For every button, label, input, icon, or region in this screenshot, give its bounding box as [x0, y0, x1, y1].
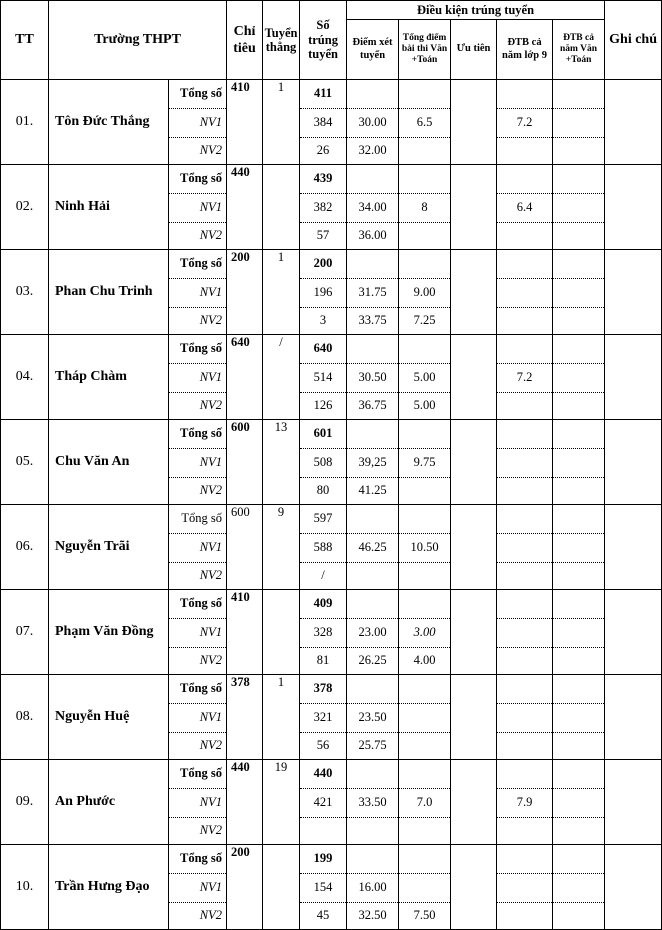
admission-score-nv1: 23.00: [347, 619, 399, 648]
priority-value: [451, 760, 497, 845]
table-body: [1, 80, 662, 930]
avg-lit-math-nv1: [553, 109, 605, 138]
admission-score-nv2: 41.25: [347, 478, 399, 505]
admission-score-nv1: 34.00: [347, 194, 399, 223]
avg-grade9-nv1: [497, 449, 553, 478]
school-number: 01.: [1, 80, 49, 165]
row-label-total: Tổng số: [169, 675, 227, 704]
row-label-total: Tổng số: [169, 335, 227, 364]
quota-value: 600: [227, 505, 263, 590]
exam-total-row: [399, 80, 451, 109]
row-label-total: Tổng số: [169, 165, 227, 194]
note-value: [605, 80, 662, 165]
admission-score-nv2: 33.75: [347, 308, 399, 335]
table-row: [1, 505, 662, 534]
exam-total-nv1: 8: [399, 194, 451, 223]
avg-grade9-row: [497, 80, 553, 109]
admission-score-nv2: 32.50: [347, 903, 399, 930]
header-avg-grade9: ĐTB cả năm lớp 9: [497, 20, 553, 80]
row-label-nv1: NV1: [169, 619, 227, 648]
table-row: [1, 80, 662, 109]
admission-score-nv1: 23.50: [347, 704, 399, 733]
avg-grade9-nv1: 6.4: [497, 194, 553, 223]
avg-lit-math-nv1: [553, 364, 605, 393]
school-number: 09.: [1, 760, 49, 845]
school-number: 05.: [1, 420, 49, 505]
row-label-nv1: NV1: [169, 364, 227, 393]
avg-grade9-nv2: [497, 478, 553, 505]
avg-lit-math-nv2: [553, 393, 605, 420]
admitted-total: 439: [300, 165, 347, 194]
admitted-total: 411: [300, 80, 347, 109]
exam-total-nv2: [399, 733, 451, 760]
admitted-nv1: 321: [300, 704, 347, 733]
exam-total-nv2: 7.25: [399, 308, 451, 335]
header-priority: Ưu tiên: [451, 20, 497, 80]
row-label-nv1: NV1: [169, 874, 227, 903]
school-name: Phạm Văn Đồng: [49, 590, 169, 675]
exam-total-nv1: [399, 874, 451, 903]
admitted-total: 601: [300, 420, 347, 449]
header-row-1: [1, 1, 662, 20]
header-direct: Tuyển thẳng: [263, 1, 300, 80]
admitted-nv1: 514: [300, 364, 347, 393]
admitted-nv2: 126: [300, 393, 347, 420]
header-admitted: Số trúng tuyển: [300, 1, 347, 80]
direct-admission-value: 1: [263, 80, 300, 165]
priority-value: [451, 845, 497, 930]
exam-total-nv1: 5.00: [399, 364, 451, 393]
avg-lit-math-nv1: [553, 279, 605, 308]
quota-value: 200: [227, 250, 263, 335]
header-tt: TT: [1, 1, 49, 80]
priority-value: [451, 165, 497, 250]
school-name: Ninh Hải: [49, 165, 169, 250]
admitted-nv1: 328: [300, 619, 347, 648]
admitted-total: 409: [300, 590, 347, 619]
avg-grade9-nv2: [497, 818, 553, 845]
row-label-nv2: NV2: [169, 223, 227, 250]
exam-total-row: [399, 165, 451, 194]
avg-lit-math-nv2: [553, 563, 605, 590]
note-value: [605, 760, 662, 845]
table-row: [1, 250, 662, 279]
exam-total-nv1: [399, 704, 451, 733]
school-name: Tháp Chàm: [49, 335, 169, 420]
quota-value: 200: [227, 845, 263, 930]
note-value: [605, 420, 662, 505]
admission-score-nv1: 33.50: [347, 789, 399, 818]
admitted-nv1: 588: [300, 534, 347, 563]
exam-total-nv1: 9.75: [399, 449, 451, 478]
avg-grade9-nv1: 7.2: [497, 109, 553, 138]
avg-grade9-nv2: [497, 138, 553, 165]
header-exam-total: Tổng điểm bài thi Văn +Toán: [399, 20, 451, 80]
admission-score-nv1: 39,25: [347, 449, 399, 478]
row-label-nv2: NV2: [169, 563, 227, 590]
admission-score-nv1: 31.75: [347, 279, 399, 308]
direct-admission-value: 9: [263, 505, 300, 590]
admitted-nv1: 384: [300, 109, 347, 138]
row-label-nv2: NV2: [169, 308, 227, 335]
school-name: Chu Văn An: [49, 420, 169, 505]
avg-grade9-row: [497, 420, 553, 449]
exam-total-nv2: [399, 138, 451, 165]
priority-value: [451, 335, 497, 420]
avg-lit-math-nv1: [553, 194, 605, 223]
school-number: 03.: [1, 250, 49, 335]
priority-value: [451, 420, 497, 505]
admitted-nv2: 56: [300, 733, 347, 760]
note-value: [605, 590, 662, 675]
exam-total-nv2: 7.50: [399, 903, 451, 930]
row-label-nv1: NV1: [169, 279, 227, 308]
row-label-total: Tổng số: [169, 505, 227, 534]
avg-lit-math-nv1: [553, 789, 605, 818]
school-name: Nguyễn Huệ: [49, 675, 169, 760]
avg-lit-math-row: [553, 420, 605, 449]
avg-lit-math-row: [553, 165, 605, 194]
avg-grade9-nv2: [497, 308, 553, 335]
avg-lit-math-row: [553, 760, 605, 789]
admission-score-total: [347, 420, 399, 449]
avg-lit-math-nv2: [553, 478, 605, 505]
header-admission-score: Điểm xét tuyển: [347, 20, 399, 80]
exam-total-nv2: [399, 223, 451, 250]
avg-grade9-nv1: [497, 619, 553, 648]
admitted-nv2: 3: [300, 308, 347, 335]
admitted-nv1: 196: [300, 279, 347, 308]
school-name: Phan Chu Trinh: [49, 250, 169, 335]
table-row: [1, 845, 662, 874]
avg-lit-math-row: [553, 250, 605, 279]
admission-score-total: [347, 505, 399, 534]
admitted-total: 378: [300, 675, 347, 704]
admitted-nv1: 382: [300, 194, 347, 223]
note-value: [605, 845, 662, 930]
school-number: 04.: [1, 335, 49, 420]
admitted-nv1: 508: [300, 449, 347, 478]
priority-value: [451, 675, 497, 760]
admission-score-nv2: 36.75: [347, 393, 399, 420]
quota-value: 440: [227, 165, 263, 250]
note-value: [605, 250, 662, 335]
avg-grade9-row: [497, 250, 553, 279]
avg-lit-math-nv2: [553, 648, 605, 675]
quota-value: 378: [227, 675, 263, 760]
admitted-nv2: 26: [300, 138, 347, 165]
quota-value: 640: [227, 335, 263, 420]
admitted-nv1: 154: [300, 874, 347, 903]
quota-value: 410: [227, 80, 263, 165]
row-label-nv1: NV1: [169, 449, 227, 478]
avg-lit-math-row: [553, 675, 605, 704]
admission-score-total: [347, 675, 399, 704]
admission-score-nv1: 30.50: [347, 364, 399, 393]
quota-value: 410: [227, 590, 263, 675]
quota-value: 600: [227, 420, 263, 505]
note-value: [605, 675, 662, 760]
row-label-nv2: NV2: [169, 478, 227, 505]
row-label-total: Tổng số: [169, 250, 227, 279]
admission-score-total: [347, 760, 399, 789]
exam-total-row: [399, 420, 451, 449]
avg-grade9-nv1: [497, 279, 553, 308]
avg-grade9-row: [497, 760, 553, 789]
avg-grade9-row: [497, 845, 553, 874]
row-label-nv1: NV1: [169, 789, 227, 818]
admission-score-nv2: 36.00: [347, 223, 399, 250]
avg-lit-math-nv1: [553, 704, 605, 733]
admission-score-nv2: 25.75: [347, 733, 399, 760]
row-label-total: Tổng số: [169, 760, 227, 789]
exam-total-nv1: 9.00: [399, 279, 451, 308]
avg-lit-math-row: [553, 80, 605, 109]
school-name: Trần Hưng Đạo: [49, 845, 169, 930]
avg-grade9-row: [497, 165, 553, 194]
avg-lit-math-nv1: [553, 449, 605, 478]
direct-admission-value: /: [263, 335, 300, 420]
admission-score-nv2: [347, 818, 399, 845]
exam-total-row: [399, 505, 451, 534]
admission-score-total: [347, 845, 399, 874]
school-name: An Phước: [49, 760, 169, 845]
priority-value: [451, 80, 497, 165]
avg-grade9-nv1: [497, 704, 553, 733]
avg-grade9-nv1: [497, 534, 553, 563]
avg-grade9-row: [497, 335, 553, 364]
avg-lit-math-row: [553, 505, 605, 534]
avg-grade9-row: [497, 675, 553, 704]
admitted-nv2: 81: [300, 648, 347, 675]
direct-admission-value: [263, 845, 300, 930]
avg-lit-math-nv2: [553, 818, 605, 845]
avg-lit-math-nv2: [553, 903, 605, 930]
school-number: 07.: [1, 590, 49, 675]
exam-total-nv2: 4.00: [399, 648, 451, 675]
admitted-nv2: /: [300, 563, 347, 590]
exam-total-nv1: 7.0: [399, 789, 451, 818]
header-note: Ghi chú: [605, 1, 662, 80]
exam-total-row: [399, 250, 451, 279]
avg-lit-math-row: [553, 845, 605, 874]
row-label-nv2: NV2: [169, 818, 227, 845]
avg-grade9-row: [497, 590, 553, 619]
school-number: 08.: [1, 675, 49, 760]
school-number: 06.: [1, 505, 49, 590]
priority-value: [451, 505, 497, 590]
admitted-nv2: 80: [300, 478, 347, 505]
row-label-total: Tổng số: [169, 845, 227, 874]
header-school: Trường THPT: [49, 1, 227, 80]
admitted-nv2: 45: [300, 903, 347, 930]
avg-lit-math-nv1: [553, 874, 605, 903]
avg-grade9-nv2: [497, 648, 553, 675]
avg-grade9-nv2: [497, 903, 553, 930]
row-label-total: Tổng số: [169, 80, 227, 109]
admission-score-nv1: 16.00: [347, 874, 399, 903]
exam-total-nv1: 10.50: [399, 534, 451, 563]
admission-score-total: [347, 590, 399, 619]
admission-score-total: [347, 335, 399, 364]
exam-total-nv2: [399, 818, 451, 845]
admission-score-nv2: [347, 563, 399, 590]
avg-lit-math-nv1: [553, 534, 605, 563]
note-value: [605, 505, 662, 590]
table-row: [1, 590, 662, 619]
school-number: 02.: [1, 165, 49, 250]
row-label-nv2: NV2: [169, 903, 227, 930]
avg-grade9-nv2: [497, 223, 553, 250]
avg-grade9-row: [497, 505, 553, 534]
note-value: [605, 335, 662, 420]
header-conditions: Điều kiện trúng tuyển: [347, 1, 605, 20]
exam-total-row: [399, 760, 451, 789]
header-avg-lit-math: ĐTB cả năm Văn +Toán: [553, 20, 605, 80]
avg-lit-math-row: [553, 590, 605, 619]
direct-admission-value: 13: [263, 420, 300, 505]
note-value: [605, 165, 662, 250]
admitted-total: 200: [300, 250, 347, 279]
table-row: [1, 675, 662, 704]
row-label-nv1: NV1: [169, 194, 227, 223]
admission-score-nv1: 46.25: [347, 534, 399, 563]
admission-score-nv1: 30.00: [347, 109, 399, 138]
avg-grade9-nv1: 7.9: [497, 789, 553, 818]
admission-score-nv2: 32.00: [347, 138, 399, 165]
admission-score-nv2: 26.25: [347, 648, 399, 675]
row-label-total: Tổng số: [169, 590, 227, 619]
direct-admission-value: [263, 590, 300, 675]
row-label-nv2: NV2: [169, 393, 227, 420]
row-label-nv2: NV2: [169, 138, 227, 165]
avg-grade9-nv2: [497, 563, 553, 590]
school-name: Nguyễn Trãi: [49, 505, 169, 590]
direct-admission-value: [263, 165, 300, 250]
row-label-nv2: NV2: [169, 733, 227, 760]
avg-lit-math-nv1: [553, 619, 605, 648]
exam-total-nv2: [399, 563, 451, 590]
avg-lit-math-row: [553, 335, 605, 364]
avg-lit-math-nv2: [553, 308, 605, 335]
avg-lit-math-nv2: [553, 223, 605, 250]
exam-total-row: [399, 590, 451, 619]
direct-admission-value: 19: [263, 760, 300, 845]
table-row: [1, 165, 662, 194]
priority-value: [451, 250, 497, 335]
admitted-total: 440: [300, 760, 347, 789]
direct-admission-value: 1: [263, 250, 300, 335]
admitted-nv1: 421: [300, 789, 347, 818]
admission-score-total: [347, 250, 399, 279]
header-quota: Chỉ tiêu: [227, 1, 263, 80]
row-label-nv1: NV1: [169, 109, 227, 138]
table-row: [1, 335, 662, 364]
avg-grade9-nv2: [497, 393, 553, 420]
avg-lit-math-nv2: [553, 138, 605, 165]
admitted-total: 640: [300, 335, 347, 364]
row-label-total: Tổng số: [169, 420, 227, 449]
avg-lit-math-nv2: [553, 733, 605, 760]
direct-admission-value: 1: [263, 675, 300, 760]
quota-value: 440: [227, 760, 263, 845]
table-row: [1, 760, 662, 789]
admission-score-total: [347, 165, 399, 194]
row-label-nv1: NV1: [169, 704, 227, 733]
school-number: 10.: [1, 845, 49, 930]
exam-total-nv2: [399, 478, 451, 505]
exam-total-nv1: 6.5: [399, 109, 451, 138]
admitted-nv2: [300, 818, 347, 845]
exam-total-nv2: 5.00: [399, 393, 451, 420]
exam-total-row: [399, 335, 451, 364]
exam-total-nv1: 3.00: [399, 619, 451, 648]
avg-grade9-nv2: [497, 733, 553, 760]
priority-value: [451, 590, 497, 675]
row-label-nv1: NV1: [169, 534, 227, 563]
admitted-nv2: 57: [300, 223, 347, 250]
exam-total-row: [399, 675, 451, 704]
admission-score-total: [347, 80, 399, 109]
admitted-total: 597: [300, 505, 347, 534]
school-name: Tôn Đức Thắng: [49, 80, 169, 165]
avg-grade9-nv1: 7.2: [497, 364, 553, 393]
avg-grade9-nv1: [497, 874, 553, 903]
row-label-nv2: NV2: [169, 648, 227, 675]
exam-total-row: [399, 845, 451, 874]
table-row: [1, 420, 662, 449]
admitted-total: 199: [300, 845, 347, 874]
